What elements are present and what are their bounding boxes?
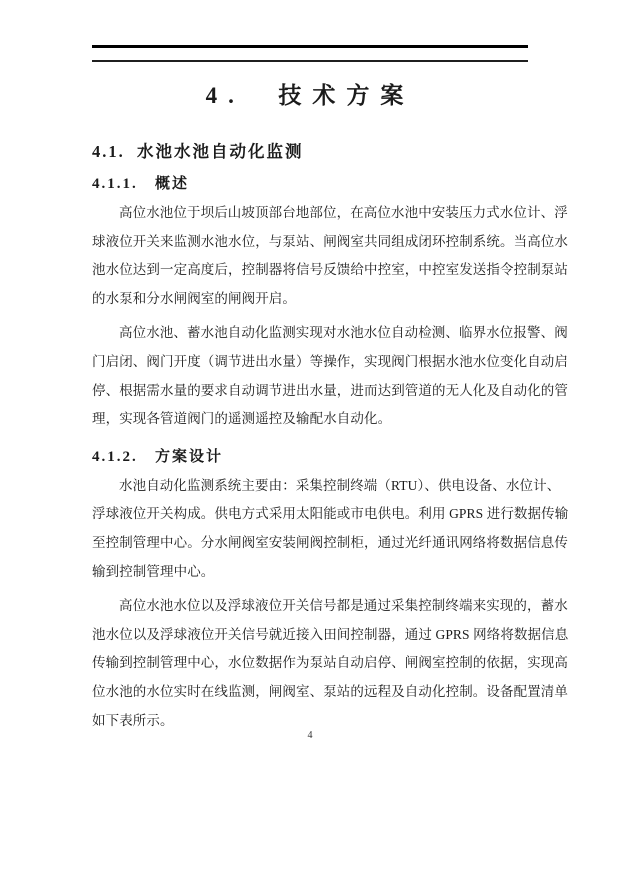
paragraph-line: 门启闭、阀门开度（调节进出水量）等操作，实现阀门根据水池水位变化自动启 bbox=[92, 353, 568, 369]
paragraph-line: 传输到控制管理中心，水位数据作为泵站自动启停、闸阀室控制的依据，实现高 bbox=[92, 655, 568, 671]
paragraph-line: 如下表所示。 bbox=[92, 712, 174, 728]
paragraph-line: 浮球液位开关构成。供电方式采用太阳能或市电供电。利用 GPRS 进行数据传输 bbox=[92, 506, 569, 522]
paragraph-line: 池水位以及浮球液位开关信号就近接入田间控制器，通过 GPRS 网络将数据信息 bbox=[92, 626, 569, 642]
chapter-title: 4. 技术方案 bbox=[205, 83, 415, 108]
subsection-heading-4-1-1: 4.1.1. 概述 bbox=[92, 176, 190, 192]
paragraph-line: 高位水池水位以及浮球液位开关信号都是通过采集控制终端来实现的，蓄水 bbox=[119, 598, 568, 614]
paragraph-line: 理，实现各管道阀门的遥测遥控及输配水自动化。 bbox=[92, 411, 392, 427]
section-heading-4-1: 4.1. 水池水池自动化监测 bbox=[92, 142, 304, 161]
subsection-heading-4-1-2: 4.1.2. 方案设计 bbox=[92, 448, 224, 465]
paragraph-line: 至控制管理中心。分水闸阀室安装闸阀控制柜，通过光纤通讯网络将数据信息传 bbox=[92, 534, 568, 550]
paragraph-line: 的水泵和分水闸阀室的闸阀开启。 bbox=[92, 290, 296, 306]
paragraph-line: 池水位达到一定高度后，控制器将信号反馈给中控室，中控室发送指令控制泵站 bbox=[92, 262, 568, 278]
paragraph-line: 高位水池、蓄水池自动化监测实现对水池水位自动检测、临界水位报警、阀 bbox=[119, 325, 568, 341]
paragraph-line: 输到控制管理中心。 bbox=[92, 563, 215, 579]
page-number: 4 bbox=[307, 730, 313, 741]
paragraph-overview-2 bbox=[92, 319, 568, 433]
paragraph-line: 水池自动化监测系统主要由：采集控制终端（RTU）、供电设备、水位计、 bbox=[119, 477, 561, 493]
paragraph-line: 球液位开关来监测水池水位，与泵站、闸阀室共同组成闭环控制系统。当高位水 bbox=[92, 233, 568, 249]
paragraph-line: 位水池的水位实时在线监测，闸阀室、泵站的远程及自动化控制。设备配置清单 bbox=[92, 683, 568, 699]
paragraph-overview-1 bbox=[92, 199, 568, 313]
paragraph-line: 停、根据需水量的要求自动调节进出水量，进而达到管道的无人化及自动化的管 bbox=[92, 382, 568, 398]
paragraph-line: 高位水池位于坝后山坡顶部台地部位，在高位水池中安装压力式水位计、浮 bbox=[119, 205, 568, 220]
document-body bbox=[92, 0, 569, 735]
paragraph-design-2 bbox=[92, 592, 569, 735]
paragraph-design-1 bbox=[92, 472, 569, 586]
